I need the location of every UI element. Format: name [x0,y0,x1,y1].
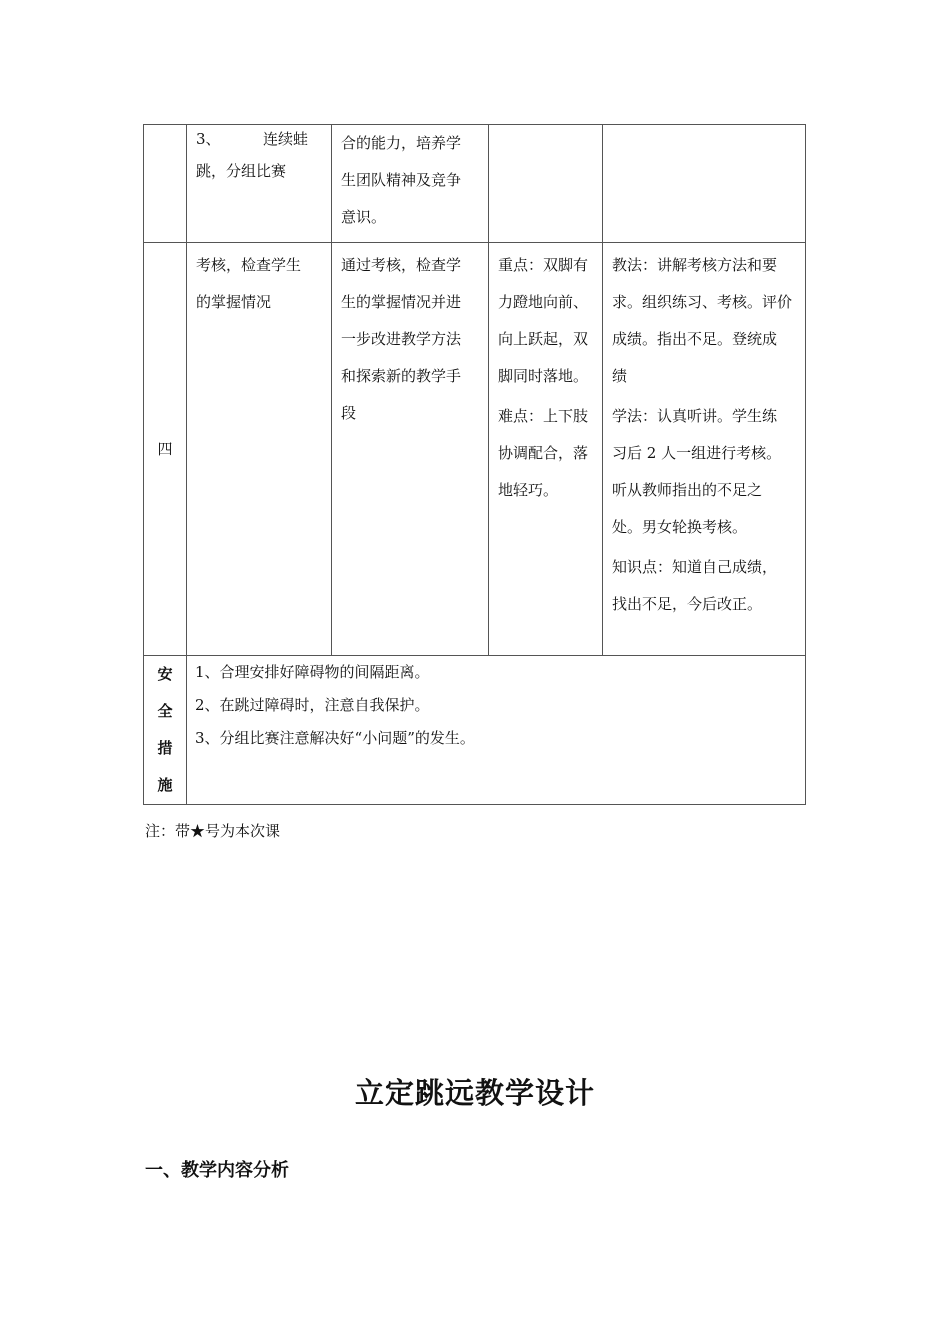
goal-cell [332,243,489,656]
item-number: 3、 [196,130,221,148]
key-points-cell-empty [489,125,603,243]
key-point-line: 脚同时落地。 [498,367,589,385]
section-heading: 一、教学内容分析 [145,1160,289,1181]
safety-item: 3、分组比赛注意解决好“小问题”的发生。 [195,729,475,747]
method-line: 绩 [612,367,628,385]
method-line: 求。组织练习、考核。评价 [612,293,793,311]
difficulty-line: 协调配合，落 [498,444,589,462]
method-line: 知识点：知道自己成绩， [612,558,778,576]
goal-cell [332,125,489,243]
difficulty-line: 地轻巧。 [498,481,559,499]
content-line: 的掌握情况 [196,293,272,311]
table-row-continued [144,125,806,243]
footnote: 注：带★号为本次课 [145,822,281,840]
safety-label-char: 措 [157,739,173,757]
section-number: 四 [144,243,187,656]
method-line: 学法：认真听讲。学生练 [612,407,778,425]
key-point-line: 力蹬地向前、 [498,293,589,311]
learning-method-block [612,398,796,546]
teaching-method-block [612,247,796,395]
method-line: 习后 2 人一组进行考核。 [612,444,782,462]
goal-line: 一步改进教学方法 [341,330,462,348]
goal-line: 段 [341,404,357,422]
method-line: 找出不足，今后改正。 [612,595,763,613]
method-line: 听从教师指出的不足之 [612,481,763,499]
table-row-safety [144,656,806,805]
goal-line: 意识。 [341,208,387,226]
content-line: 考核，检查学生 [196,256,302,274]
method-line: 成绩。指出不足。登统成 [612,330,778,348]
method-line: 教法：讲解考核方法和要 [612,256,778,274]
goal-line: 通过考核，检查学 [341,256,462,274]
item-text-b: 跳，分组比赛 [196,162,287,180]
goal-line: 合的能力，培养学 [341,134,462,152]
key-points-cell [489,243,603,656]
section-cell-empty [144,125,187,243]
goal-line: 和探索新的教学手 [341,367,462,385]
safety-label-char: 安 [157,665,173,683]
goal-line: 生的掌握情况并进 [341,293,462,311]
safety-label [144,656,187,805]
safety-label-char: 全 [157,702,173,720]
difficulty-line: 难点：上下肢 [498,407,589,425]
knowledge-point-block [612,549,796,623]
lesson-plan-table [143,124,806,805]
key-point-line: 重点：双脚有 [498,256,589,274]
content-cell [187,125,332,243]
safety-measures [187,656,806,805]
safety-item: 1、合理安排好障碍物的间隔距离。 [195,663,430,681]
key-point-line: 向上跃起，双 [498,330,589,348]
content-cell [187,243,332,656]
method-cell-empty [603,125,806,243]
goal-line: 生团队精神及竞争 [341,171,462,189]
method-cell [603,243,806,656]
method-line: 处。男女轮换考核。 [612,518,748,536]
safety-label-char: 施 [157,776,173,794]
key-point-block [498,247,593,395]
item-text-a: 连续蛙 [262,130,308,148]
document-title: 立定跳远教学设计 [354,1076,595,1110]
safety-item: 2、在跳过障碍时，注意自我保护。 [195,696,430,714]
table-row-four [144,243,806,656]
difficulty-block [498,398,593,509]
